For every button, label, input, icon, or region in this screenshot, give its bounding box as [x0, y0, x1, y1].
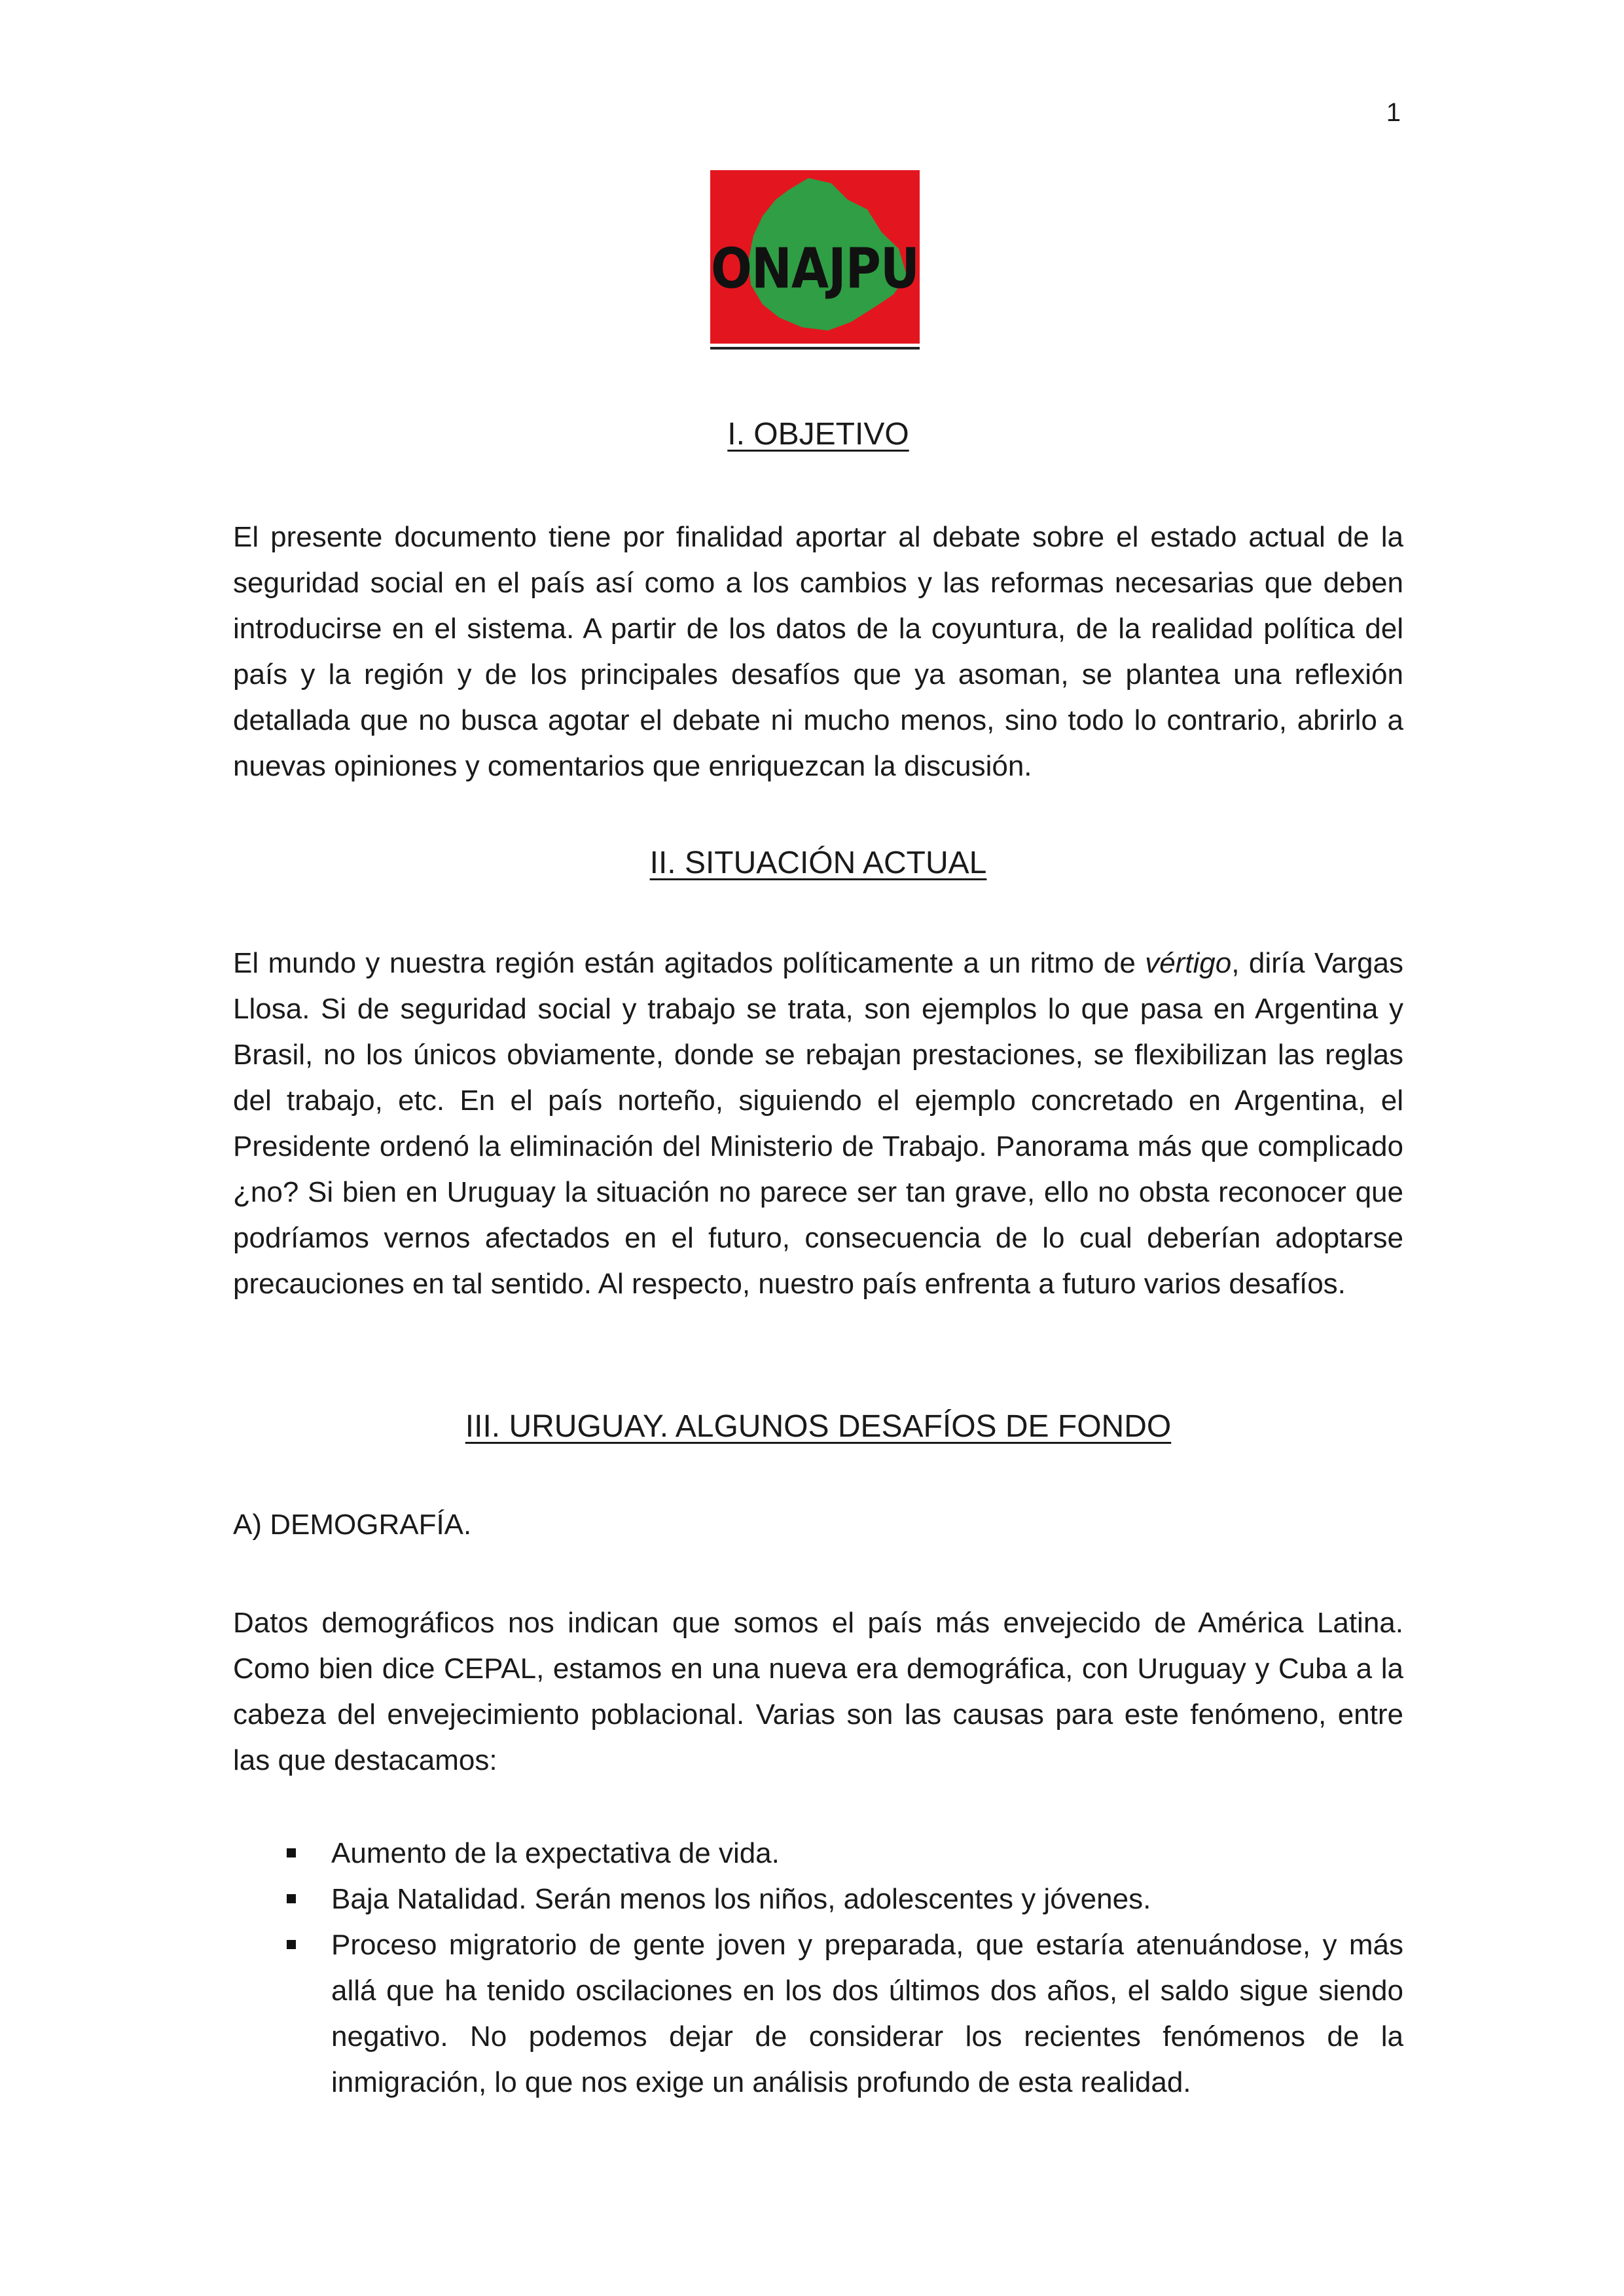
square-bullet-icon	[287, 1894, 296, 1903]
paragraph-text-end: , diría Vargas Llosa. Si de seguridad social y trabajo se trata, son ejemplos lo que pasa en Argentina y Brasil, no los únicos obviamente, donde se rebajan prestaciones, se flexibilizan las reglas del trabajo, etc. En el país norteño, siguiendo el ejemplo concretado en Argentina, el Presidente ordenó la eliminación del Ministerio de Trabajo. Panorama más que complicado ¿no? Si bien en Uruguay la situación no parece ser tan grave, ello no obsta reconocer que podríamos vernos afectados en el futuro, consecuencia de lo cual deberían adoptarse precauciones en tal sentido. Al respecto, nuestro país enfrenta a futuro varios desafíos.	[233, 947, 1404, 1300]
page-number: 1	[1386, 98, 1401, 127]
section-heading-situacion-actual: II. SITUACIÓN ACTUAL	[649, 846, 987, 880]
list-item: Baja Natalidad. Serán menos los niños, adolescentes y jóvenes.	[233, 1876, 1403, 1922]
paragraph-text-start: El mundo y nuestra región están agitados políticamente a un ritmo de	[233, 947, 1146, 979]
bullet-list	[233, 1831, 1403, 2106]
list-item: Aumento de la expectativa de vida.	[233, 1831, 1403, 1876]
section-heading-objetivo: I. OBJETIVO	[727, 417, 909, 452]
logo-underline	[710, 347, 920, 350]
emphasis-vertigo: vértigo	[1145, 947, 1232, 979]
list-item: Proceso migratorio de gente joven y preparada, que estaría atenuándose, y más allá que ha tenido oscilaciones en los dos últimos dos años, el saldo sigue siendo negativo. No podemos dejar de considerar los recientes fenómenos de la inmigración, lo que nos exige un análisis profundo de esta realidad.	[233, 1922, 1403, 2106]
paragraph-demografia: Datos demográficos nos indican que somos el país más envejecido de América Latina. Como bien dice CEPAL, estamos en una nueva era demográfica, con Uruguay y Cuba a la cabeza del envejecimiento poblacional. Varias son las causas para este fenómeno, entre las que destacamos:	[233, 1607, 1403, 1776]
section-heading-desafios: III. URUGUAY. ALGUNOS DESAFÍOS DE FONDO	[465, 1409, 1172, 1444]
logo-text: ONAJPU	[711, 236, 919, 302]
paragraph-objetivo: El presente documento tiene por finalidad aportar al debate sobre el estado actual de la seguridad social en el país así como a los cambios y las reformas necesarias que deben introducirse en el sistema. A partir de los datos de la coyuntura, de la realidad política del país y la región y de los principales desafíos que ya asoman, se plantea una reflexión detallada que no busca agotar el debate ni mucho menos, sino todo lo contrario, abrirlo a nuevas opiniones y comentarios que enriquezcan la discusión.	[233, 521, 1403, 782]
square-bullet-icon	[287, 1848, 296, 1857]
paragraph-situacion-actual	[233, 941, 1403, 1307]
square-bullet-icon	[287, 1940, 296, 1949]
onajpu-logo	[710, 170, 920, 344]
subheading-demografia: A) DEMOGRAFÍA.	[233, 1509, 472, 1541]
